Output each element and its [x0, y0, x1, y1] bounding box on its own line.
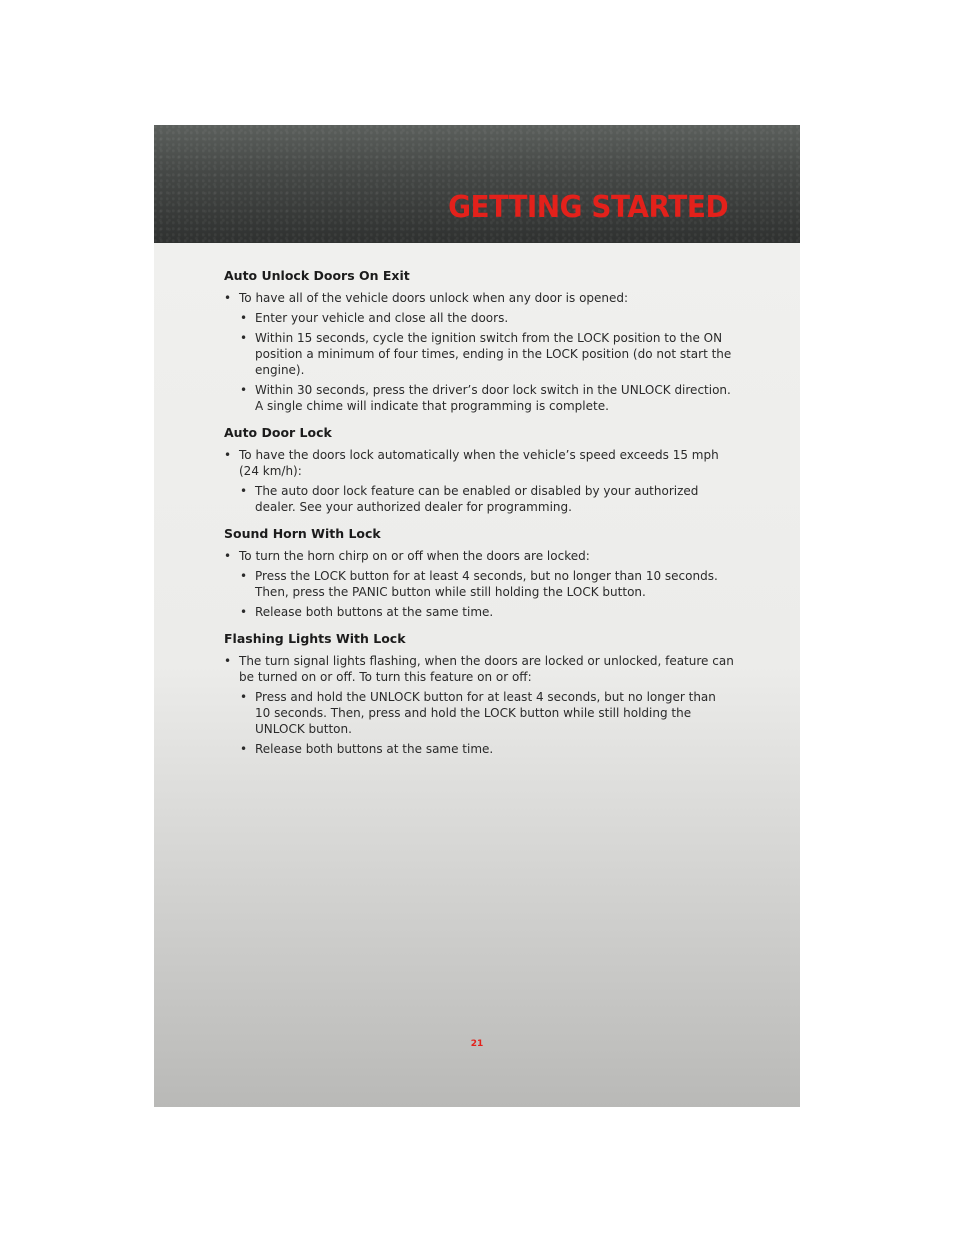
list-item — [224, 310, 734, 326]
list-item-text: Within 30 seconds, press the driver’s door lock switch in the UNLOCK direction. A single chime will indicate that programming is complete. — [255, 383, 731, 413]
list-item-text: Press and hold the UNLOCK button for at least 4 seconds, but no longer than 10 seconds. Then, press and hold the LOCK button while still holding the UNLOCK button. — [255, 690, 716, 736]
section-flashing-lights — [224, 631, 734, 757]
bullet-icon: • — [224, 549, 232, 563]
list-item-text: The auto door lock feature can be enabled or disabled by your authorized dealer. See your authorized dealer for programming. — [255, 484, 699, 514]
section-auto-unlock — [224, 268, 734, 414]
manual-page — [154, 125, 800, 1107]
sub-list-container — [224, 689, 734, 757]
page-title: GETTING STARTED — [447, 190, 728, 225]
list-item-text: The turn signal lights flashing, when the doors are locked or unlocked, feature can be turned on or off. To turn this feature on or off: — [239, 654, 734, 684]
header-band — [154, 125, 800, 243]
bullet-list — [224, 653, 734, 757]
page-number: 21 — [470, 1039, 484, 1049]
section-heading: Auto Unlock Doors On Exit — [224, 268, 410, 283]
bullet-icon: • — [240, 311, 248, 325]
bullet-icon: • — [240, 331, 248, 345]
list-item-text: Press the LOCK button for at least 4 seconds, but no longer than 10 seconds. Then, press the PANIC button while still holding the LOCK button. — [255, 569, 718, 599]
list-item — [224, 548, 734, 564]
bullet-icon: • — [240, 383, 248, 397]
list-item — [224, 483, 734, 515]
list-item — [224, 653, 734, 685]
sub-bullet-list — [224, 310, 734, 414]
sub-list-container — [224, 310, 734, 414]
bullet-icon: • — [224, 448, 232, 462]
bullet-icon: • — [224, 291, 232, 305]
list-item — [224, 447, 734, 479]
list-item — [224, 290, 734, 306]
bullet-icon: • — [240, 569, 248, 583]
section-sound-horn — [224, 526, 734, 620]
list-item-text: Enter your vehicle and close all the doors. — [255, 311, 509, 325]
list-item-text: To have all of the vehicle doors unlock when any door is opened: — [239, 291, 629, 305]
bullet-icon: • — [224, 654, 232, 668]
section-heading: Flashing Lights With Lock — [224, 631, 406, 646]
sub-bullet-list — [224, 689, 734, 757]
bullet-list — [224, 548, 734, 620]
list-item — [224, 382, 734, 414]
bullet-list — [224, 290, 734, 414]
list-item-text: Within 15 seconds, cycle the ignition switch from the LOCK position to the ON position a minimum of four times, ending in the LOCK position (do not start the engine). — [255, 331, 732, 377]
content-area — [224, 268, 734, 768]
list-item — [224, 568, 734, 600]
bullet-icon: • — [240, 484, 248, 498]
bullet-icon: • — [240, 742, 248, 756]
section-heading: Auto Door Lock — [224, 425, 332, 440]
list-item-text: To have the doors lock automatically when the vehicle’s speed exceeds 15 mph (24 km/h): — [239, 448, 719, 478]
sub-list-container — [224, 568, 734, 620]
list-item-text: Release both buttons at the same time. — [255, 742, 494, 756]
list-item — [224, 330, 734, 378]
list-item-text: Release both buttons at the same time. — [255, 605, 494, 619]
section-heading: Sound Horn With Lock — [224, 526, 381, 541]
list-item — [224, 604, 734, 620]
bullet-list — [224, 447, 734, 515]
list-item-text: To turn the horn chirp on or off when the doors are locked: — [239, 549, 590, 563]
sub-list-container — [224, 483, 734, 515]
list-item — [224, 689, 734, 737]
bullet-icon: • — [240, 690, 248, 704]
list-item — [224, 741, 734, 757]
section-auto-door-lock — [224, 425, 734, 515]
sub-bullet-list — [224, 483, 734, 515]
sub-bullet-list — [224, 568, 734, 620]
bullet-icon: • — [240, 605, 248, 619]
